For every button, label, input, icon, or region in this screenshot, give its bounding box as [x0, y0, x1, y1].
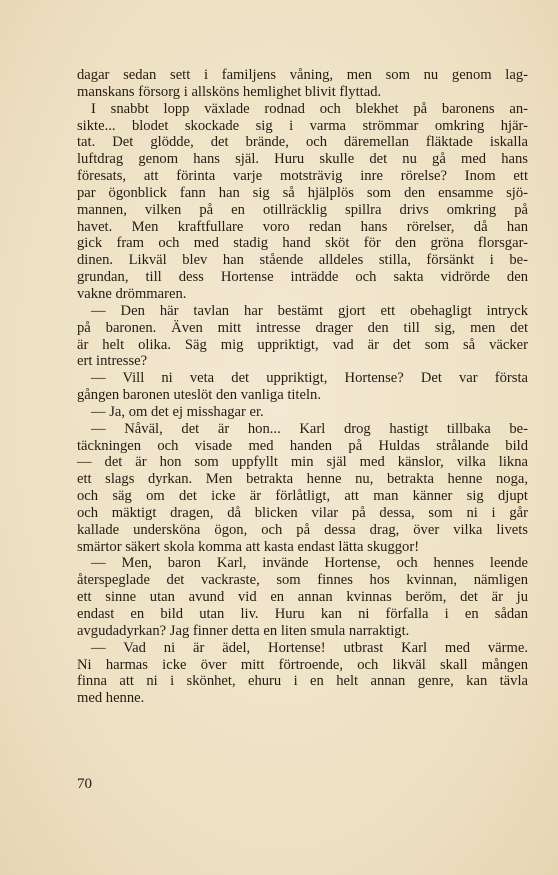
text-line: gången baronen uteslöt den vanliga titeln. — [77, 387, 321, 404]
text-line: dinen. Likväl blev han stående alldeles stilla, försänkt i be- — [77, 252, 528, 269]
text-line: ert intresse? — [77, 353, 148, 370]
text-line: sikte... blodet skockade sig i varma strömmar omkring hjär- — [77, 117, 528, 134]
text-line: tat. Det glödde, det brände, och däremellan fläktade iskalla — [77, 134, 528, 151]
text-line: återspeglade det vackraste, som finnes hos kvinnan, nämligen — [77, 572, 528, 589]
text-line: och säg om det icke är förlåtligt, att man känner sig djupt — [77, 488, 528, 505]
text-line: och mäktigt dragen, då blicken vilar på dessa, som ni i går — [77, 504, 528, 521]
text-line: gick fram och med stadig hand sköt för den gröna florsgar- — [77, 235, 528, 252]
text-line: är helt olika. Säg mig uppriktigt, vad är det som så väcker — [77, 336, 528, 353]
text-line: manskans försorg i allsköns hemlighet blivit flyttad. — [77, 83, 382, 100]
text-line: I snabbt lopp växlade rodnad och blekhet på baronens an- — [91, 100, 528, 117]
text-line: — Vad ni är ädel, Hortense! utbrast Karl med värme. — [91, 639, 528, 656]
text-line: smärtor säkert skola komma att kasta endast lätta skuggor! — [77, 538, 420, 555]
page-number: 70 — [77, 776, 92, 792]
text-line: — det är hon som uppfyllt min själ med känslor, vilka likna — [77, 454, 528, 471]
text-line: föresats, att förinta varje motsträvig inre rörelse? Inom ett — [77, 168, 528, 185]
text-line: täckningen och visade med handen på Huldas strålande bild — [77, 437, 528, 454]
text-line: havet. Men kraftfullare voro redan hans rörelser, då han — [77, 218, 528, 235]
text-line: par ögonblick fann han sig så hjälplös som den ensamme sjö- — [77, 184, 528, 201]
text-line: finna att ni i skönhet, ehuru i en helt annan genre, kan tävla — [77, 673, 528, 690]
text-line: grundan, till dess Hortense inträdde och sakta vidrörde den — [77, 269, 528, 286]
text-line: mannen, vilken på en otillräcklig spillra drivs omkring på — [77, 201, 528, 218]
text-line: — Vill ni veta det uppriktigt, Hortense? Det var första — [91, 370, 528, 387]
text-line: dagar sedan sett i familjens våning, men som nu genom lag- — [77, 67, 528, 83]
text-line: endast en bild utan liv. Huru kan ni förfalla i en sådan — [77, 606, 528, 622]
text-line: ett sinne utan avund vid en annan kvinnas beröm, det är ju — [77, 589, 528, 606]
text-line: ett slags dyrkan. Men betrakta henne nu, betrakta henne noga, — [77, 471, 528, 488]
text-line: kallade undersköna ögon, och på dessa drag, över vilka livets — [77, 521, 528, 538]
text-line: med henne. — [77, 690, 145, 707]
text-line: avgudadyrkan? Jag finner detta en liten smula narraktigt. — [77, 622, 410, 639]
text-line: — Nåväl, det är hon... Karl drog hastigt tillbaka be- — [91, 420, 528, 437]
text-line: Ni harmas icke över mitt förtroende, och likväl skall mången — [77, 656, 528, 673]
body-text — [77, 67, 528, 707]
text-line: vakne drömmaren. — [77, 285, 187, 302]
text-line: på baronen. Även mitt intresse drager den till sig, men det — [77, 319, 528, 336]
text-line: — Den här tavlan har bestämt gjort ett obehagligt intryck — [91, 302, 528, 319]
text-line: — Men, baron Karl, invände Hortense, och hennes leende — [91, 555, 528, 572]
text-line: luftdrag genom hans själ. Huru skulle det nu gå med hans — [77, 151, 528, 168]
text-line: — Ja, om det ej misshagar er. — [91, 403, 264, 420]
